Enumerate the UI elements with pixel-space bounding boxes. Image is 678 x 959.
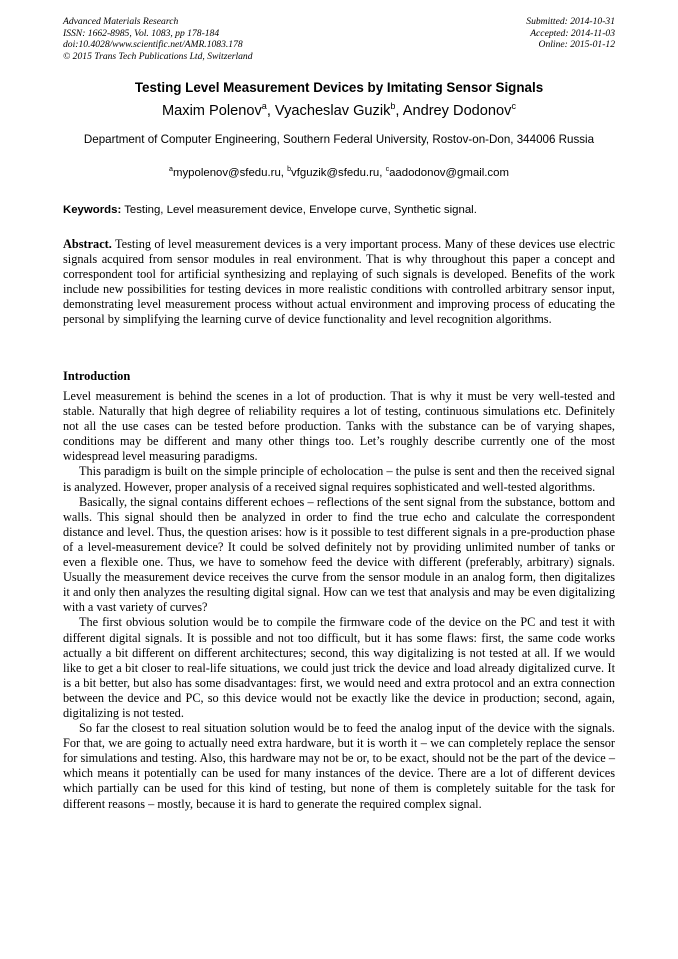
- author-affiliation-mark: a: [261, 101, 267, 112]
- date-accepted: Accepted: 2014-11-03: [530, 27, 615, 39]
- keywords-text: Testing, Level measurement device, Envelope curve, Synthetic signal.: [121, 204, 477, 216]
- author-separator: ,: [266, 103, 275, 119]
- paragraph: This paradigm is built on the simple principle of echolocation – the pulse is sent and then the received signal is analyzed. However, proper analysis of a received signal requires sophisticated and well-tested algorithms.: [63, 464, 615, 494]
- email-address: aadodonov@gmail.com: [389, 167, 509, 179]
- date-submitted: Submitted: 2014-10-31: [526, 16, 615, 27]
- abstract: [63, 237, 615, 328]
- affiliation: Department of Computer Engineering, Southern Federal University, Rostov-on-Don, 344006 Russia: [83, 133, 595, 146]
- email-separator: ,: [280, 167, 288, 179]
- paragraph: Level measurement is behind the scenes in a lot of production. That is why it must be very well-tested and stable. Naturally that high degree of reliability requires a lot of testing, continuous simulations etc. Definitely not all the use cases can be tested before production. Tanks with the substance can be of varying shapes, conditions may be different and many other things too. Let’s roughly describe currently one of the most widespread level measuring paradigms.: [63, 389, 615, 464]
- submission-dates: [526, 16, 615, 51]
- author-separator: ,: [395, 103, 403, 119]
- paragraph: Basically, the signal contains different echoes – reflections of the sent signal from the substance, bottom and walls. This signal should then be analyzed in order to find the true echo and calculate the correspondent distance and level. Thus, the question arises: how is it possible to test different signals in a pre-production phase of a level-measurement device? It could be solved definitely not by providing unlimited number of tanks or even a flexible one. Thus, we have to somehow feed the device with different (preferably, arbitrary) signals. Usually the measurement device receives the curve from the sensor module in an analog form, then digitalizes it and only then analyzes the resulting digital signal. How can we test that analysis and may be even digitalizing with a vast variety of curves?: [63, 494, 615, 615]
- abstract-text: Testing of level measurement devices is a very important process. Many of these devices use electric signals acquired from sensor modules in real environment. That is why throughout this paper a concept and correspondent tool for artificial synthesizing and replaying of such signals is developed. Benefits of the work include new possibilities for testing devices in more realistic conditions with controlled arbitrary sensor input, demonstrating level measurement process without actual environment and improving process of educating the personal by simplifying the learning curve of device functionality and level recognition algorithms.: [63, 237, 615, 327]
- email-separator: ,: [379, 167, 386, 179]
- email-list: [0, 167, 678, 179]
- author-list: [0, 103, 678, 119]
- author-name: Vyacheslav Guzik: [274, 103, 391, 119]
- email-mark: a: [169, 166, 173, 174]
- paper-title: Testing Level Measurement Devices by Imitating Sensor Signals: [134, 80, 544, 95]
- email-mark: c: [385, 166, 390, 174]
- author-affiliation-mark: b: [390, 101, 396, 112]
- abstract-label: Abstract.: [63, 237, 112, 251]
- keywords: [63, 204, 615, 216]
- email-address: vfguzik@sfedu.ru: [291, 167, 380, 179]
- paragraph: The first obvious solution would be to compile the firmware code of the device on the PC and test it with different digital signals. It is possible and not too difficult, but it has some flaws: first, the same code works actually a bit different on different architectures; second, this way digitalizing is not tested at all. If we would like to get a bit closer to real-life situations, we could just trick the device and load already digitalized curve. It is a bit better, but also has some disadvantages: first, we would need and extra protocol and an extra connection between the device and PC, so this device would not be exactly like the device in production; second, again, digitalizing is not tested.: [63, 615, 615, 720]
- section-heading-introduction: Introduction: [63, 369, 131, 383]
- journal-doi: doi:10.4028/www.scientific.net/AMR.1083.178: [63, 39, 243, 50]
- journal-copyright: © 2015 Trans Tech Publications Ltd, Switzerland: [63, 50, 253, 62]
- email-mark: b: [287, 166, 292, 174]
- date-online: Online: 2015-01-12: [538, 39, 615, 50]
- introduction-body: [63, 389, 615, 812]
- journal-info: [63, 16, 253, 62]
- author-name: Maxim Polenov: [162, 103, 262, 119]
- keywords-label: Keywords:: [63, 204, 122, 216]
- paragraph: So far the closest to real situation solution would be to feed the analog input of the device with the signals. For that, we are going to actually need extra hardware, but it is worth it – we can completely replace the sensor for simulations and testing. Also, this hardware may not be or, to be exact, should not be the part of the device – which means it potentially can be used for many instances of the device. There are a lot of different devices which partially can be used for this kind of testing, but none of them is completely suitable for the task for different reasons – mostly, because it is hard to generate the required complex signal.: [63, 721, 615, 811]
- author-affiliation-mark: c: [511, 101, 516, 112]
- email-address: mypolenov@sfedu.ru: [172, 167, 281, 179]
- journal-name: Advanced Materials Research: [63, 16, 179, 27]
- journal-issn: ISSN: 1662-8985, Vol. 1083, pp 178-184: [63, 27, 220, 39]
- author-name: Andrey Dodonov: [402, 103, 512, 119]
